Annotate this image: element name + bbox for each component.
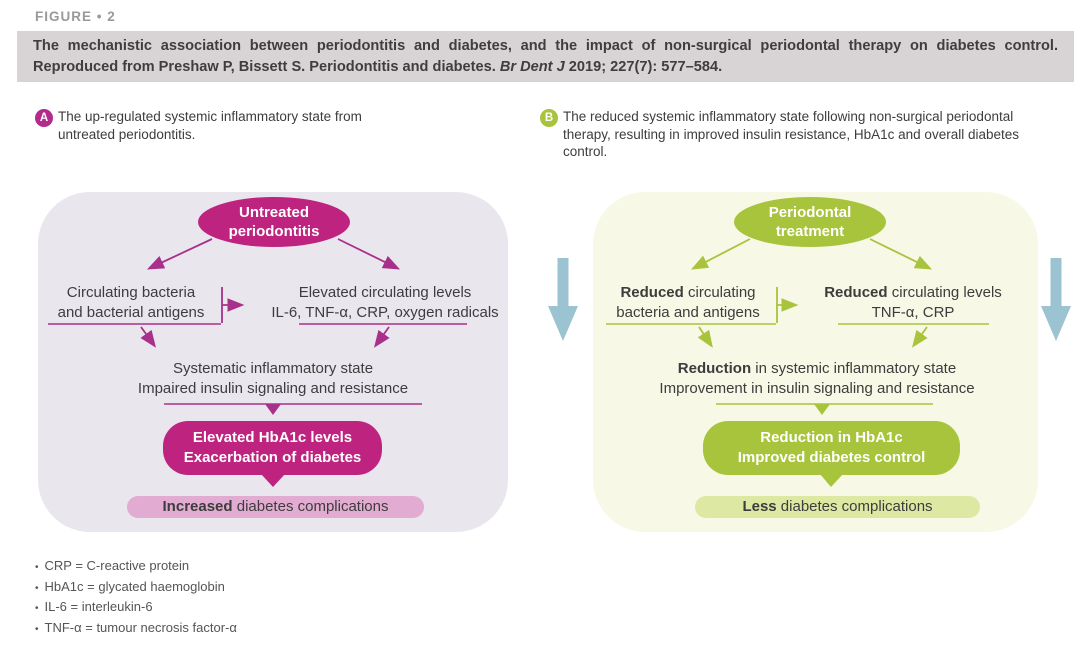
- oval-line: Periodontal: [768, 204, 852, 221]
- down-arrow-icon: [1041, 258, 1071, 341]
- bullet-icon: •: [35, 623, 39, 635]
- elevated-levels-text: Elevated circulating levels IL-6, TNF-α, CRP, oxygen radicals: [271, 284, 499, 321]
- periodontal-treatment-oval: [734, 197, 886, 247]
- panel-a-description-text: [58, 108, 362, 143]
- caption-journal-italic: Br Dent J: [499, 59, 565, 75]
- panel-b-description-text: [563, 108, 1019, 161]
- panel-b-description-line: control.: [563, 144, 608, 159]
- reduced-bacteria-text: Reduced circulating bacteria and antigens: [616, 284, 760, 321]
- result-line: Elevated HbA1c levels: [192, 429, 353, 446]
- bullet-icon: •: [35, 603, 39, 614]
- bullet-icon: •: [35, 562, 39, 573]
- result-line: Exacerbation of diabetes: [183, 449, 362, 466]
- caption-citation: 2019; 227(7): 577–584.: [564, 59, 723, 75]
- panel-b-description-line: The reduced systemic inflammatory state following non-surgical periodontal: [563, 109, 1014, 124]
- footnote-item: • HbA1c = glycated haemoglobin: [35, 578, 237, 599]
- panel-b-description-line: therapy, resulting in improved insulin resistance, HbA1c and overall diabetes: [563, 126, 1019, 142]
- footnote-item: • CRP = C-reactive protein: [35, 557, 237, 578]
- panel-a-description: [35, 108, 515, 143]
- reduced-levels-text: Reduced circulating levels TNF-α, CRP: [824, 284, 1002, 321]
- circulating-bacteria-text: Circulating bacteria and bacterial antigens: [57, 284, 205, 321]
- increased-complications-pill: Increased diabetes complications: [127, 496, 424, 518]
- reduction-state-text: Reduction in systemic inflammatory state Improvement in insulin signaling and resistance: [659, 360, 975, 397]
- footnote-list: [35, 557, 237, 639]
- oval-line: periodontitis: [228, 223, 320, 240]
- reduction-hba1c-box: [703, 421, 960, 475]
- panel-b-badge: B: [540, 109, 558, 127]
- result-line: Improved diabetes control: [737, 449, 926, 466]
- less-complications-pill: Less diabetes complications: [695, 496, 980, 518]
- oval-line: Untreated: [238, 204, 309, 221]
- systemic-state-text: Systematic inflammatory state Impaired insulin signaling and resistance: [137, 360, 409, 397]
- panel-a-badge: A: [35, 109, 53, 127]
- figure-caption: [17, 31, 1074, 82]
- footnote-item: • TNF-α = tumour necrosis factor-α: [35, 619, 237, 640]
- elevated-hba1c-box: [163, 421, 382, 475]
- result-line: Reduction in HbA1c: [760, 429, 903, 446]
- caption-text: The mechanistic association between periodontitis and diabetes, and the impact of non-surgical periodontal therapy on diabetes control. Reproduced from Preshaw P, Bissett S. Periodontitis and diabetes.: [33, 38, 1058, 75]
- panel-a-description-line: The up-regulated systemic inflammatory state from: [58, 109, 362, 124]
- oval-line: treatment: [775, 223, 845, 240]
- down-arrow-icon: [548, 258, 578, 341]
- figure-label: FIGURE • 2: [35, 9, 116, 24]
- untreated-periodontitis-oval: [198, 197, 350, 247]
- footnote-item: • IL-6 = interleukin-6: [35, 598, 237, 619]
- bullet-icon: •: [35, 582, 39, 594]
- panel-b-description: [540, 108, 1060, 161]
- panel-a-description-line: untreated periodontitis.: [58, 126, 196, 142]
